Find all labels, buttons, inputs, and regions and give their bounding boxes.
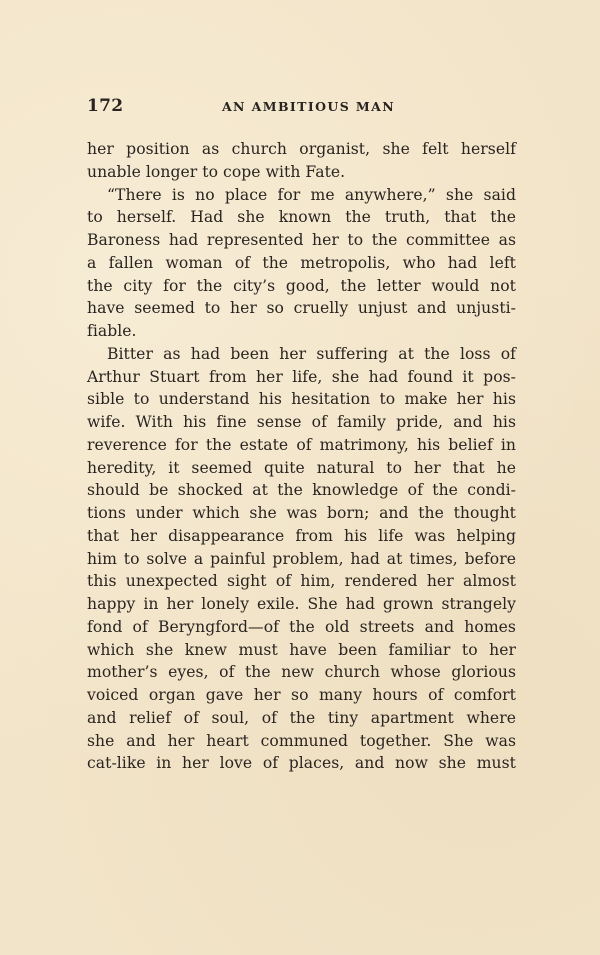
text-line: Bitter as had been her suffering at the loss of [107,344,516,363]
text-line: fond of Beryngford—of the old streets and homes [87,617,516,636]
text-line: cat-like in her love of places, and now she must [87,754,516,773]
text-line: have seemed to her so cruelly unjust and unjusti- [87,299,516,318]
text-line: unable longer to cope with Fate. [87,162,346,181]
text-line: should be shocked at the knowledge of the condi- [87,481,516,500]
text-line: tions under which she was born; and the thought [87,504,516,522]
running-head [87,96,516,122]
text-line: fiable. [87,322,137,340]
text-line: her position as church organist, she felt herself [87,140,516,158]
text-line: “There is no place for me anywhere,” she said [107,185,516,204]
text-line: this unexpected sight of him, rendered her almost [87,572,516,591]
text-line: she and her heart communed together. She was [87,731,516,750]
page-number: 172 [87,96,124,116]
text-line: voiced organ gave her so many hours of comfort [87,686,516,704]
running-title: AN AMBITIOUS MAN [221,99,396,114]
text-line: which she knew must have been familiar to her [87,640,516,659]
text-line: to herself. Had she known the truth, that the [87,208,516,227]
text-line: Arthur Stuart from her life, she had found it pos- [87,367,516,386]
text-line: and relief of soul, of the tiny apartment where [87,708,516,727]
body-text [87,138,516,775]
text-line: the city for the city’s good, the letter would not [87,276,516,295]
text-line: that her disappearance from his life was helping [87,526,516,545]
text-line: mother’s eyes, of the new church whose glorious [87,663,516,682]
text-line: wife. With his fine sense of family pride, and his [87,413,516,431]
text-line: reverence for the estate of matrimony, his belief in [87,435,516,454]
text-line: Baroness had represented her to the committee as [87,231,516,249]
book-page [87,96,516,775]
text-line: a fallen woman of the metropolis, who had left [87,253,516,272]
text-line: heredity, it seemed quite natural to her that he [87,458,516,477]
text-line: him to solve a painful problem, had at times, before [87,549,516,568]
text-line: sible to understand his hesitation to make her his [87,390,516,409]
text-line: happy in her lonely exile. She had grown strangely [87,595,516,613]
